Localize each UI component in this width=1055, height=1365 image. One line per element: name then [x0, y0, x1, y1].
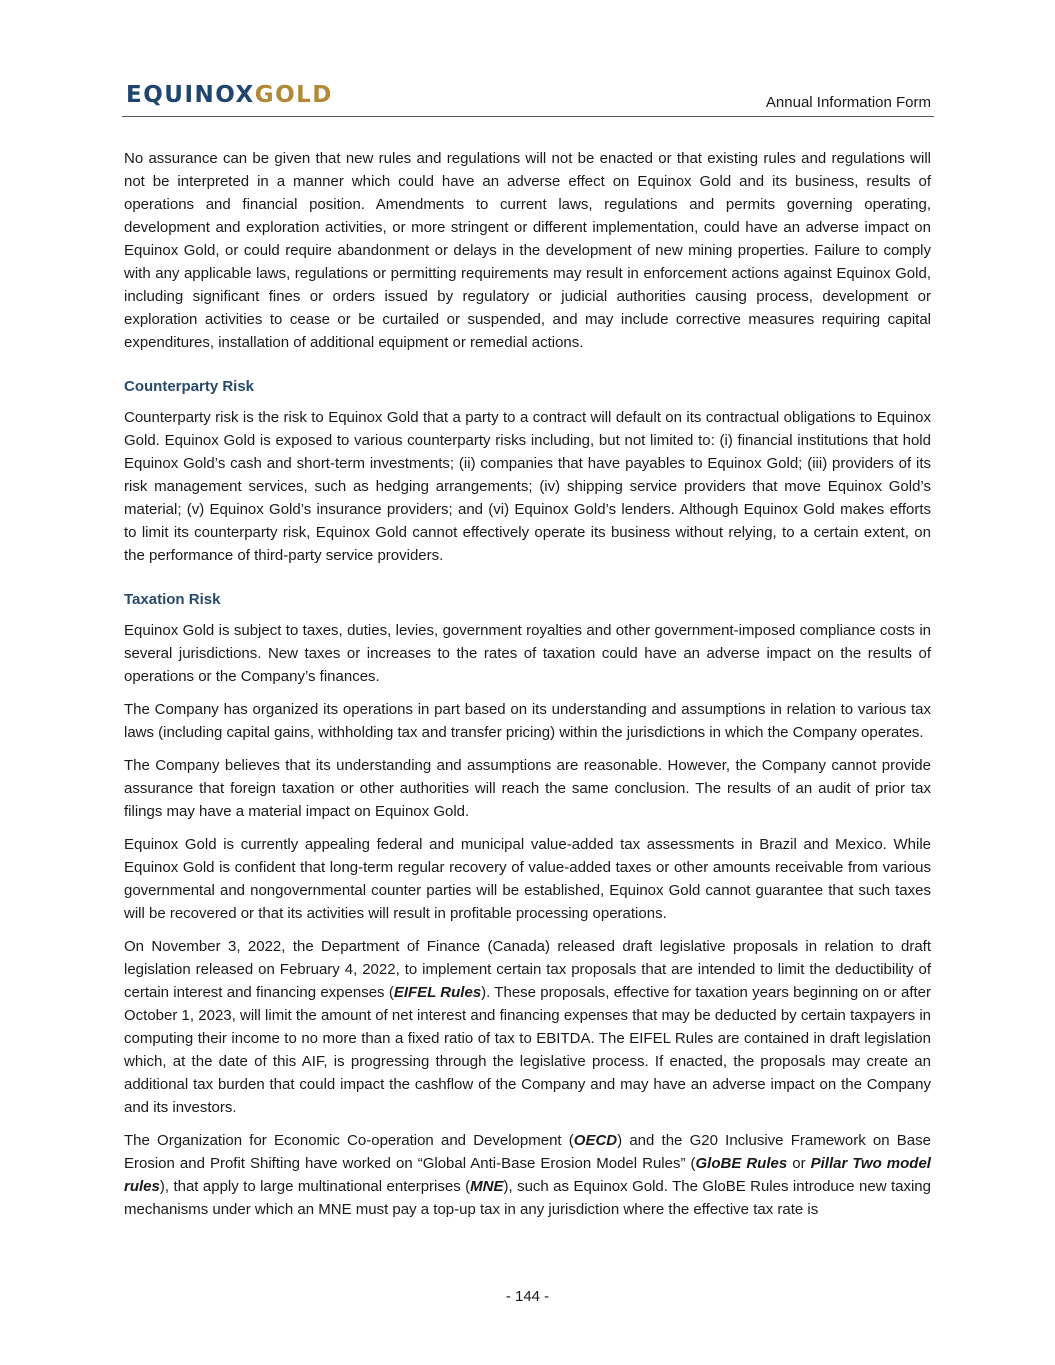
logo-text-gold: GOLD: [254, 82, 333, 108]
text-segment: ), such as Equinox Gold. The GloBE Rules introduce new taxing mechanisms under which an MNE must pay a top-up tax in any jurisdiction where the effective tax rate is: [124, 1178, 931, 1218]
defined-term-pillar-two: Pillar Two model rules: [124, 1155, 931, 1195]
paragraph-tax-assumptions: The Company believes that its understanding and assumptions are reasonable. However, the Company cannot provide assurance that foreign taxation or other authorities will reach the same conclusion. The results of an audit of prior tax filings may have a material impact on Equinox Gold.: [124, 757, 931, 820]
paragraph-regulations: No assurance can be given that new rules and regulations will not be enacted or that existing rules and regulations will not be interpreted in a manner which could have an adverse effect on Equinox Gold and its business, results of operations and financial position. Amendments to current laws, regulations and permits governing operating, development and exploration activities, or more stringent or different implementation, could have an adverse impact on Equinox Gold, or could require abandonment or delays in the development of new mining properties. Failure to comply with any applicable laws, regulations or permitting requirements may result in enforcement actions against Equinox Gold, including significant fines or orders issued by regulatory or judicial authorities causing process, development or exploration activities to cease or be curtailed or suspended, and may include corrective measures requiring capital expenditures, installation of additional equipment or remedial actions.: [124, 150, 931, 351]
document-title: Annual Information Form: [765, 94, 931, 111]
paragraph-taxation-intro: Equinox Gold is subject to taxes, duties, levies, government royalties and other government-imposed compliance costs in several jurisdictions. New taxes or increases to the rates of taxation could have an adverse impact on the results of operations or the Company’s finances.: [124, 622, 931, 685]
paragraph-counterparty-risk: Counterparty risk is the risk to Equinox Gold that a party to a contract will default on its contractual obligations to Equinox Gold. Equinox Gold is exposed to various counterparty risks including, but not limited to: (i) financial institutions that hold Equinox Gold’s cash and short-term investments; (ii) companies that have payables to Equinox Gold; (iii) providers of its risk management services, such as hedging arrangements; (iv) shipping service providers that move Equinox Gold’s material; (v) Equinox Gold’s insurance providers; and (vi) Equinox Gold’s lenders. Although Equinox Gold makes efforts to limit its counterparty risk, Equinox Gold cannot effectively operate its business without relying, to a certain extent, on the performance of third-party service providers.: [124, 409, 931, 564]
paragraph-vat-appeal: Equinox Gold is currently appealing federal and municipal value-added tax assessments in Brazil and Mexico. While Equinox Gold is confident that long-term regular recovery of value-added taxes or other amounts receivable from various governmental and nongovernmental counter parties will be established, Equinox Gold cannot guarantee that such taxes will be recovered or that its activities will result in profitable processing operations.: [124, 836, 931, 922]
paragraph-globe-rules: [124, 1129, 931, 1221]
paragraph-eifel-rules: [124, 935, 931, 1119]
page-body: [124, 147, 931, 1231]
defined-term-eifel-rules: EIFEL Rules: [393, 984, 482, 1001]
page-number: - 144 -: [505, 1288, 550, 1305]
page-header: [122, 78, 934, 117]
heading-taxation-risk: Taxation Risk: [124, 591, 221, 608]
defined-term-globe-rules: GloBE Rules: [695, 1155, 788, 1172]
heading-counterparty-risk: Counterparty Risk: [124, 378, 255, 395]
text-segment: The Organization for Economic Co-operation and Development (: [124, 1132, 574, 1149]
paragraph-tax-organization: The Company has organized its operations in part based on its understanding and assumptions in relation to various tax laws (including capital gains, withholding tax and transfer pricing) within the jurisdictions in which the Company operates.: [124, 701, 931, 741]
logo-text-equinox: EQUINOX: [126, 82, 255, 108]
text-segment: ) and the G20 Inclusive Framework on Base Erosion and Profit Shifting have worked on “Global Anti-Base Erosion Model Rules” (: [124, 1132, 931, 1172]
defined-term-oecd: OECD: [573, 1132, 618, 1149]
text-segment: ), that apply to large multinational enterprises (: [159, 1178, 471, 1195]
text-segment: or: [787, 1155, 811, 1172]
text-segment: ). These proposals, effective for taxation years beginning on or after October 1, 2023, will limit the amount of net interest and financing expenses that may be deducted by certain taxpayers in computing their income to no more than a fixed ratio of tax to EBITDA. The EIFEL Rules are contained in draft legislation which, at the date of this AIF, is progressing through the legislative process. If enacted, the proposals may create an additional tax burden that could impact the cashflow of the Company and may have an adverse impact on the Company and its investors.: [124, 984, 931, 1116]
equinox-gold-logo: [126, 82, 333, 108]
defined-term-mne: MNE: [470, 1178, 504, 1195]
text-segment: On November 3, 2022, the Department of Finance (Canada) released draft legislative proposals in relation to draft legislation released on February 4, 2022, to implement certain tax proposals that are intended to limit the deductibility of certain interest and financing expenses (: [124, 938, 931, 1001]
